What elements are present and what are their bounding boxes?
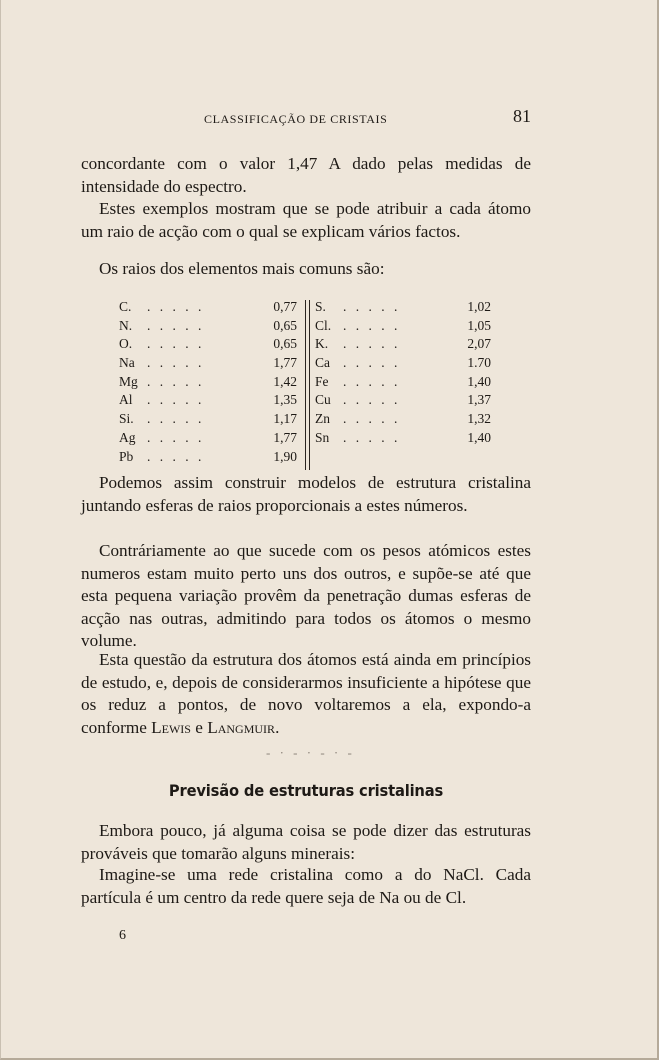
section-title: Previsão de estruturas cristalinas — [168, 781, 444, 800]
atomic-radius-value: 1,02 — [467, 299, 491, 314]
paragraph-2 — [81, 198, 531, 243]
paragraph-7 — [81, 820, 531, 865]
element-symbol: S. — [315, 299, 326, 314]
leader-dots: . . . . . — [147, 411, 205, 427]
leader-dots: . . . . . — [343, 317, 401, 333]
column-divider — [309, 300, 310, 470]
column-divider — [305, 300, 306, 470]
paragraph-text: Estes exemplos mostram que se pode atribuir a cada átomo um raio de acção com o qual se explicam vários factos. — [81, 199, 531, 241]
paragraph-5 — [81, 540, 531, 653]
section-ornament: - · - · - · - — [266, 745, 355, 760]
element-symbol: Al — [119, 392, 133, 408]
paragraph-text: concordante com o valor 1,47 A dado pelas medidas de intensidade do espectro. — [81, 154, 531, 196]
paragraph-text: Contráriamente ao que sucede com os pesos atómicos estes numeros estam muito perto uns dos outros, e supõe-se até que esta pequena variação provêm da penetração dumas esferas de acção nas outras, admitindo para todos os átomos o mesmo volume. — [81, 541, 531, 650]
element-symbol: Cu — [315, 392, 331, 408]
element-symbol: K. — [315, 336, 329, 352]
element-symbol: Ag — [119, 429, 136, 445]
element-symbol: Pb — [119, 448, 134, 464]
author-name-langmuir: Langmuir — [207, 717, 276, 737]
paragraph-text: Podemos assim construir modelos de estrutura cristalina juntando esferas de raios proporcionais a estes números. — [81, 473, 531, 515]
leader-dots: . . . . . — [147, 317, 205, 333]
paragraph-8 — [81, 864, 531, 909]
page-header — [81, 104, 531, 132]
running-head: CLASSIFICAÇÃO DE CRISTAIS — [204, 112, 388, 126]
table-row — [119, 448, 297, 467]
paragraph-3 — [81, 258, 531, 281]
table-row — [119, 391, 297, 410]
element-symbol: Zn — [315, 411, 330, 427]
table-row — [315, 410, 491, 429]
author-name-lewis: Lewis — [151, 717, 191, 737]
atomic-radius-value: 1,32 — [467, 411, 491, 427]
element-symbol: Fe — [315, 373, 329, 389]
element-symbol: Mg — [119, 373, 138, 389]
leader-dots: . . . . . — [147, 448, 205, 464]
leader-dots: . . . . . — [147, 355, 205, 371]
atomic-radius-value: 0,65 — [273, 336, 297, 352]
page-number: 81 — [513, 106, 531, 126]
leader-dots: . . . . . — [343, 336, 401, 352]
table-row — [315, 298, 491, 317]
paragraph-text-mid: e — [190, 717, 208, 737]
leader-dots: . . . . . — [147, 336, 205, 352]
element-symbol: Na — [119, 355, 135, 371]
paragraph-1 — [81, 153, 531, 198]
atomic-radius-value: 1,90 — [273, 448, 297, 464]
table-row — [119, 410, 297, 429]
element-symbol: Ca — [315, 355, 330, 371]
element-symbol: O. — [119, 336, 133, 352]
leader-dots: . . . . . — [343, 355, 401, 371]
leader-dots: . . . . . — [147, 299, 205, 314]
paragraph-text: Os raios dos elementos mais comuns são: — [99, 259, 385, 278]
atomic-radius-value: 1,17 — [273, 411, 297, 427]
table-row — [119, 429, 297, 448]
element-symbol: Cl. — [315, 317, 332, 333]
table-row — [119, 298, 297, 317]
leader-dots: . . . . . — [147, 392, 205, 408]
table-row — [315, 429, 491, 448]
atomic-radius-value: 1,37 — [467, 392, 491, 408]
element-symbol: Sn — [315, 429, 330, 445]
leader-dots: . . . . . — [343, 299, 401, 314]
table-row — [119, 373, 297, 392]
atomic-radius-value: 2,07 — [467, 336, 491, 352]
leader-dots: . . . . . — [343, 392, 401, 408]
atomic-radius-value: 1,05 — [467, 317, 491, 333]
atomic-radius-value: 1,40 — [467, 373, 491, 389]
table-row — [119, 317, 297, 336]
atomic-radius-value: 1,77 — [273, 355, 297, 371]
table-row — [315, 391, 491, 410]
atomic-radius-value: 1,77 — [273, 429, 297, 445]
paragraph-6 — [81, 649, 531, 739]
table-row — [119, 335, 297, 354]
atomic-radius-value: 1,42 — [273, 373, 297, 389]
table-row — [315, 317, 491, 336]
atomic-radius-value: 1.70 — [467, 355, 491, 371]
table-row — [119, 354, 297, 373]
paragraph-text-start: Esta questão da estrutura dos átomos está ainda em princípios de estudo, e, depois de considerarmos insuficiente a hipótese que os reduz a pontos, de novo voltaremos a ela, expondo-a conforme — [81, 650, 531, 737]
atomic-radius-value: 1,40 — [467, 429, 491, 445]
table-row — [315, 335, 491, 354]
paragraph-text: Embora pouco, já alguma coisa se pode dizer das estruturas prováveis que tomarão alguns minerais: — [81, 821, 531, 863]
element-symbol: N. — [119, 317, 133, 333]
paragraph-text — [81, 649, 531, 739]
table-row — [315, 354, 491, 373]
signature-mark: 6 — [119, 928, 126, 943]
leader-dots: . . . . . — [147, 373, 205, 389]
element-symbol: C. — [119, 299, 132, 314]
paragraph-text-end: . — [275, 717, 280, 737]
paragraph-4 — [81, 472, 531, 517]
atomic-radius-value: 0,65 — [273, 317, 297, 333]
paragraph-text: Imagine-se uma rede cristalina como a do NaCl. Cada partícula é um centro da rede quere seja de Na ou de Cl. — [81, 865, 531, 907]
leader-dots: . . . . . — [343, 373, 401, 389]
leader-dots: . . . . . — [343, 429, 401, 445]
atomic-radius-value: 1,35 — [273, 392, 297, 408]
leader-dots: . . . . . — [343, 411, 401, 427]
radii-column-left — [119, 298, 297, 466]
table-row — [315, 373, 491, 392]
atomic-radius-value: 0,77 — [273, 299, 297, 314]
leader-dots: . . . . . — [147, 429, 205, 445]
element-symbol: Si. — [119, 411, 134, 427]
radii-column-right — [315, 298, 491, 448]
